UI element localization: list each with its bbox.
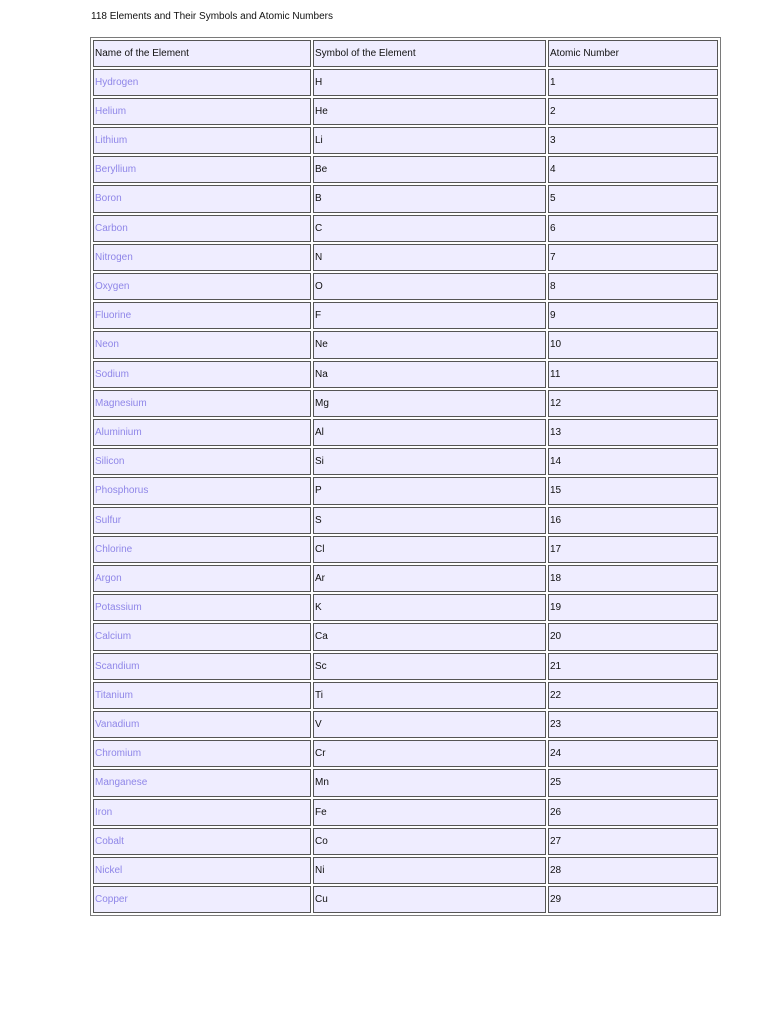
element-name-link[interactable]: Beryllium xyxy=(93,156,311,183)
element-symbol: H xyxy=(313,69,546,96)
element-symbol: O xyxy=(313,273,546,300)
table-row xyxy=(93,302,718,329)
element-symbol: Ar xyxy=(313,565,546,592)
table-row xyxy=(93,361,718,388)
element-symbol: Al xyxy=(313,419,546,446)
element-name-link[interactable]: Calcium xyxy=(93,623,311,651)
table-row xyxy=(93,98,718,125)
atomic-number: 2 xyxy=(548,98,718,125)
element-name-link[interactable]: Fluorine xyxy=(93,302,311,329)
table-row xyxy=(93,682,718,709)
table-row xyxy=(93,448,718,475)
atomic-number: 27 xyxy=(548,828,718,855)
document-title: 118 Elements and Their Symbols and Atomic Numbers xyxy=(91,11,333,22)
element-symbol: Sc xyxy=(313,653,546,680)
element-name-link[interactable]: Boron xyxy=(93,185,311,213)
element-symbol: Na xyxy=(313,361,546,388)
element-symbol: V xyxy=(313,711,546,738)
element-name-link[interactable]: Cobalt xyxy=(93,828,311,855)
table-row xyxy=(93,594,718,621)
element-symbol: Mn xyxy=(313,769,546,797)
atomic-number: 8 xyxy=(548,273,718,300)
atomic-number: 3 xyxy=(548,127,718,154)
atomic-number: 28 xyxy=(548,857,718,884)
element-name-link[interactable]: Silicon xyxy=(93,448,311,475)
element-name-link[interactable]: Nickel xyxy=(93,857,311,884)
table-row xyxy=(93,185,718,213)
element-symbol: Cr xyxy=(313,740,546,767)
table-row xyxy=(93,536,718,563)
element-name-link[interactable]: Manganese xyxy=(93,769,311,797)
element-symbol: Fe xyxy=(313,799,546,826)
element-symbol: Li xyxy=(313,127,546,154)
element-name-link[interactable]: Nitrogen xyxy=(93,244,311,271)
element-symbol: Cl xyxy=(313,536,546,563)
table-row xyxy=(93,273,718,300)
atomic-number: 20 xyxy=(548,623,718,651)
element-name-link[interactable]: Neon xyxy=(93,331,311,359)
element-name-link[interactable]: Titanium xyxy=(93,682,311,709)
element-symbol: Si xyxy=(313,448,546,475)
table-row xyxy=(93,623,718,651)
table-row xyxy=(93,244,718,271)
element-name-link[interactable]: Copper xyxy=(93,886,311,913)
atomic-number: 5 xyxy=(548,185,718,213)
atomic-number: 12 xyxy=(548,390,718,417)
table-row xyxy=(93,653,718,680)
element-name-link[interactable]: Vanadium xyxy=(93,711,311,738)
element-name-link[interactable]: Magnesium xyxy=(93,390,311,417)
atomic-number: 14 xyxy=(548,448,718,475)
element-symbol: B xyxy=(313,185,546,213)
element-symbol: Co xyxy=(313,828,546,855)
element-symbol: Ni xyxy=(313,857,546,884)
element-name-link[interactable]: Iron xyxy=(93,799,311,826)
element-name-link[interactable]: Phosphorus xyxy=(93,477,311,505)
atomic-number: 23 xyxy=(548,711,718,738)
element-name-link[interactable]: Hydrogen xyxy=(93,69,311,96)
element-name-link[interactable]: Helium xyxy=(93,98,311,125)
atomic-number: 17 xyxy=(548,536,718,563)
element-symbol: C xyxy=(313,215,546,242)
table-row xyxy=(93,740,718,767)
element-symbol: He xyxy=(313,98,546,125)
table-row xyxy=(93,419,718,446)
atomic-number: 13 xyxy=(548,419,718,446)
table-row xyxy=(93,390,718,417)
table-row xyxy=(93,828,718,855)
header-atomic-number: Atomic Number xyxy=(548,40,718,67)
atomic-number: 24 xyxy=(548,740,718,767)
element-symbol: Ca xyxy=(313,623,546,651)
element-symbol: K xyxy=(313,594,546,621)
element-symbol: P xyxy=(313,477,546,505)
table-row xyxy=(93,156,718,183)
atomic-number: 26 xyxy=(548,799,718,826)
atomic-number: 22 xyxy=(548,682,718,709)
table-row xyxy=(93,477,718,505)
atomic-number: 19 xyxy=(548,594,718,621)
element-name-link[interactable]: Sulfur xyxy=(93,507,311,534)
element-name-link[interactable]: Chromium xyxy=(93,740,311,767)
atomic-number: 4 xyxy=(548,156,718,183)
atomic-number: 21 xyxy=(548,653,718,680)
element-name-link[interactable]: Scandium xyxy=(93,653,311,680)
element-symbol: S xyxy=(313,507,546,534)
element-name-link[interactable]: Carbon xyxy=(93,215,311,242)
table-body xyxy=(93,69,718,913)
atomic-number: 29 xyxy=(548,886,718,913)
element-symbol: Ne xyxy=(313,331,546,359)
atomic-number: 10 xyxy=(548,331,718,359)
element-symbol: F xyxy=(313,302,546,329)
table-row xyxy=(93,565,718,592)
element-symbol: Mg xyxy=(313,390,546,417)
element-name-link[interactable]: Argon xyxy=(93,565,311,592)
atomic-number: 15 xyxy=(548,477,718,505)
table-row xyxy=(93,69,718,96)
header-symbol: Symbol of the Element xyxy=(313,40,546,67)
table-row xyxy=(93,331,718,359)
header-name: Name of the Element xyxy=(93,40,311,67)
table-row xyxy=(93,857,718,884)
table-row xyxy=(93,127,718,154)
element-symbol: Cu xyxy=(313,886,546,913)
element-symbol: Be xyxy=(313,156,546,183)
table-row xyxy=(93,507,718,534)
table-row xyxy=(93,711,718,738)
table-row xyxy=(93,886,718,913)
atomic-number: 1 xyxy=(548,69,718,96)
element-name-link[interactable]: Aluminium xyxy=(93,419,311,446)
element-name-link[interactable]: Lithium xyxy=(93,127,311,154)
element-name-link[interactable]: Oxygen xyxy=(93,273,311,300)
table-row xyxy=(93,799,718,826)
atomic-number: 11 xyxy=(548,361,718,388)
element-symbol: N xyxy=(313,244,546,271)
element-name-link[interactable]: Potassium xyxy=(93,594,311,621)
elements-table xyxy=(90,37,721,916)
table-header-row xyxy=(93,40,718,67)
atomic-number: 6 xyxy=(548,215,718,242)
atomic-number: 18 xyxy=(548,565,718,592)
table-row xyxy=(93,215,718,242)
table-row xyxy=(93,769,718,797)
atomic-number: 9 xyxy=(548,302,718,329)
element-symbol: Ti xyxy=(313,682,546,709)
atomic-number: 25 xyxy=(548,769,718,797)
atomic-number: 16 xyxy=(548,507,718,534)
element-name-link[interactable]: Sodium xyxy=(93,361,311,388)
atomic-number: 7 xyxy=(548,244,718,271)
element-name-link[interactable]: Chlorine xyxy=(93,536,311,563)
